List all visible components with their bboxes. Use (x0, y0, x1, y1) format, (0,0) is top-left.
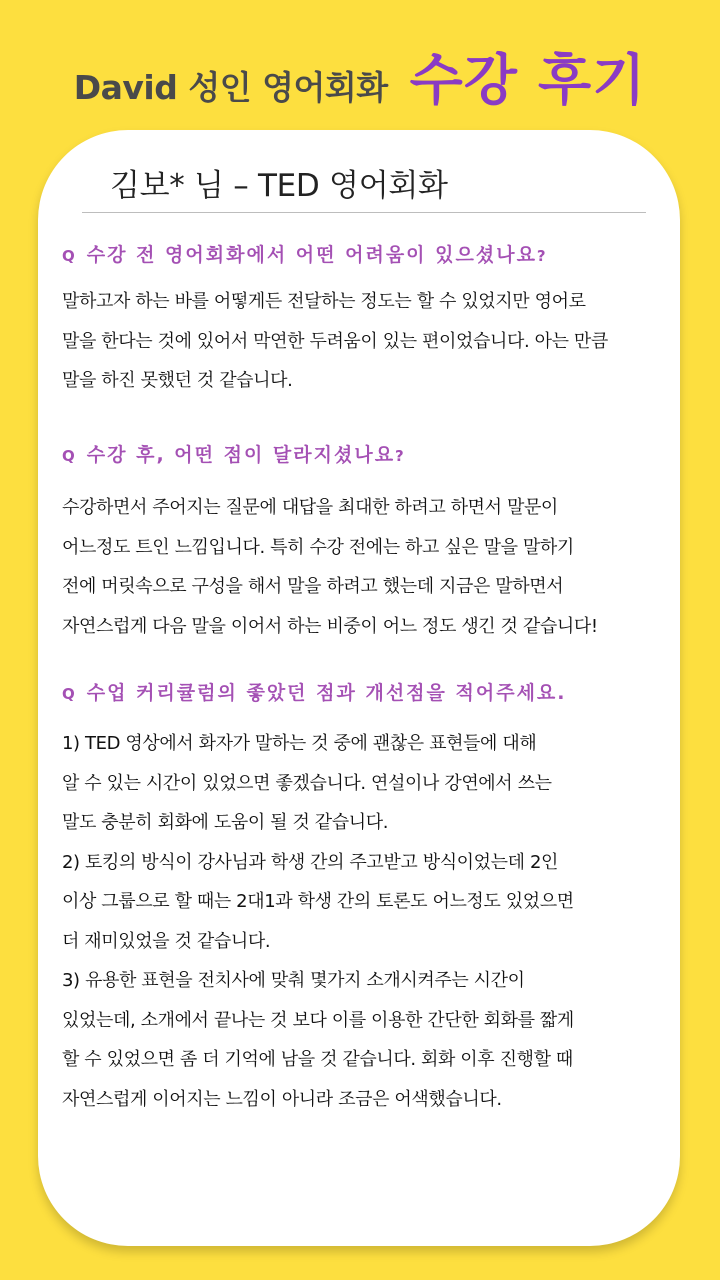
answer-3 (62, 724, 676, 1119)
answer-line: 2) 토킹의 방식이 강사님과 학생 간의 주고받고 방식이었는데 2인 (62, 851, 558, 873)
question-text: 수강 전 영어회화에서 어떤 어려움이 있으셨나요 (86, 244, 537, 266)
question-2 (62, 440, 406, 467)
answer-line: 자연스럽게 다음 말을 이어서 하는 비중이 어느 정도 생긴 것 같습니다! (62, 615, 598, 637)
question-text: 수업 커리큘럼의 좋았던 점과 개선점을 적어주세요. (86, 682, 567, 704)
answer-line: 말하고자 하는 바를 어떻게든 전달하는 정도는 할 수 있었지만 영어로 (62, 291, 586, 312)
answer-line: 1) TED 영상에서 화자가 말하는 것 중에 괜찮은 표현들에 대해 (62, 733, 537, 754)
page-header (0, 36, 720, 116)
answer-line: 수강하면서 주어지는 질문에 대답을 최대한 하려고 하면서 말문이 (62, 497, 558, 518)
question-end: ? (395, 447, 406, 465)
question-end: ? (536, 247, 548, 265)
review-card (38, 130, 680, 1246)
question-mark: Q (62, 685, 77, 703)
question-mark: Q (62, 447, 77, 465)
question-text: 수강 후, 어떤 점이 달라지셨나요 (86, 444, 396, 466)
question-mark: Q (62, 247, 77, 265)
answer-2 (62, 488, 676, 646)
answer-line: 할 수 있었으면 좀 더 기억에 남을 것 같습니다. 회화 이후 진행할 때 (62, 1049, 573, 1070)
answer-line: 3) 유용한 표현을 전치사에 맞춰 몇가지 소개시켜주는 시간이 (62, 970, 525, 991)
answer-line: 이상 그룹으로 할 때는 2대1과 학생 간의 토론도 어느정도 있었으면 (62, 891, 574, 912)
answer-line: 더 재미있었을 것 같습니다. (62, 930, 271, 952)
answer-line: 어느정도 트인 느낌입니다. 특히 수강 전에는 하고 싶은 말을 말하기 (62, 536, 574, 558)
brand-title: David 성인 영어회화 (73, 68, 388, 107)
reviewer-title: 김보* 님 – TED 영어회화 (110, 168, 448, 204)
review-title: 수강 후기 (409, 48, 647, 112)
answer-line: 자연스럽게 이어지는 느낌이 아니라 조금은 어색했습니다. (62, 1088, 502, 1110)
answer-line: 말을 하진 못했던 것 같습니다. (62, 370, 293, 391)
answer-line: 말을 한다는 것에 있어서 막연한 두려움이 있는 편이었습니다. 아는 만큼 (62, 330, 608, 352)
answer-line: 알 수 있는 시간이 있었으면 좋겠습니다. 연설이나 강연에서 쓰는 (62, 772, 552, 794)
answer-1 (62, 282, 676, 401)
answer-line: 말도 충분히 회화에 도움이 될 것 같습니다. (62, 812, 389, 833)
answer-line: 있었는데, 소개에서 끝나는 것 보다 이를 이용한 간단한 회화를 짧게 (62, 1009, 574, 1031)
question-3 (62, 678, 567, 705)
title-divider (82, 212, 646, 213)
question-1 (62, 240, 548, 267)
answer-line: 전에 머릿속으로 구성을 해서 말을 하려고 했는데 지금은 말하면서 (62, 576, 564, 597)
